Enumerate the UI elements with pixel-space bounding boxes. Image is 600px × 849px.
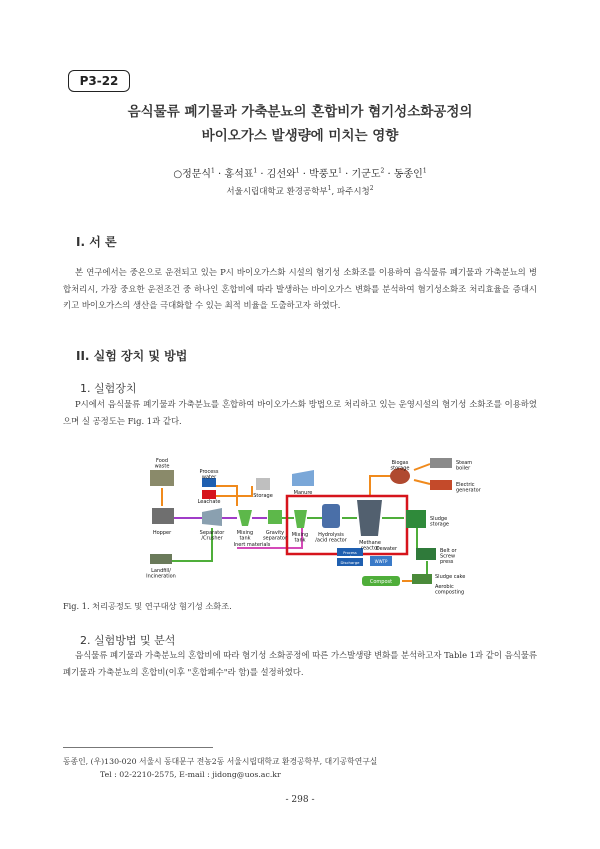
label-inert-materials: Inert materials — [233, 542, 271, 548]
author-affil-sup: 2 — [380, 167, 385, 175]
figure-1-caption: Fig. 1. 처리공정도 및 연구대상 혐기성 소화조. — [63, 601, 232, 611]
author-name: 정문식 — [182, 169, 212, 180]
label-electric-generator: Electric generator — [456, 482, 481, 494]
poster-number-badge: P3-22 — [68, 70, 130, 92]
label-hopper: Hopper — [152, 530, 172, 536]
author-list — [0, 165, 600, 180]
label-storage: Storage — [253, 493, 273, 499]
author-name: 김선와 — [266, 169, 296, 180]
footnote-line-1: 동종인, (우)130-020 서울시 동대문구 전농2동 서울시립대학교 환경공학부, 대기공학연구실 — [63, 757, 378, 766]
label-mixing-tank-1: Mixing tank — [236, 530, 254, 542]
affiliation-2: 파주시청 — [336, 187, 370, 197]
label-sludge-storage: Sludge storage — [430, 516, 449, 528]
subsection-2-body: 음식물류 폐기물과 가축분뇨의 혼합비에 따라 혐기성 소화공정에 따른 가스발생량 변화를 분석하고자 Table 1과 같이 음식물류 폐기물과 가축분뇨의 혼합비(이후 "혼합폐수"라 함)를 설정하였다. — [63, 650, 537, 677]
author-affil-sup: 1 — [253, 167, 258, 175]
leachate-box — [202, 490, 216, 499]
label-steam-boiler: Steam boiler — [456, 460, 473, 472]
label-belt-press: Belt or Screw press — [440, 548, 457, 565]
affiliation-1-sup: 1 — [327, 185, 332, 193]
label-landfill: Landfill/ Incineration — [146, 568, 176, 580]
author-separator: · — [299, 169, 310, 180]
author-affil-sup: 1 — [422, 167, 427, 175]
section-2-heading: II. 실험 장치 및 방법 — [76, 349, 188, 363]
electric-generator-icon — [430, 480, 452, 490]
label-mixing-tank-2: Mixing tank — [291, 532, 309, 544]
pipe-leachate — [214, 486, 252, 496]
separator-crusher-icon — [202, 508, 222, 526]
pipe-biogas-to-generator — [414, 480, 430, 484]
author-affil-sup: 1 — [295, 167, 300, 175]
landfill-truck-icon — [150, 554, 172, 564]
page-number: - 298 - — [285, 795, 315, 805]
mixing-tank-1-icon — [238, 510, 252, 526]
label-gravity-separator: Gravity separator — [262, 530, 288, 542]
sludge-cake-icon — [412, 574, 432, 584]
author-name: 동종인 — [393, 169, 423, 180]
label-leachate: Leachate — [197, 499, 221, 505]
label-separator: Separator /Crusher — [199, 530, 225, 542]
storage-tank-icon — [256, 478, 270, 490]
manure-barn-icon — [292, 470, 314, 486]
author-separator: · — [214, 169, 225, 180]
author-name: 박풍모 — [309, 169, 339, 180]
title-line-1: 음식물류 폐기물과 가축분뇨의 혼합비가 혐기성소화공정의 — [127, 104, 473, 120]
affiliation-2-sup: 2 — [369, 185, 374, 193]
label-aerobic-composting: Aerobic composting — [435, 584, 465, 596]
affiliation — [0, 185, 600, 197]
author-name: 홍석표 — [224, 169, 254, 180]
footnote-rule — [63, 747, 213, 748]
footnote-line-2: Tel : 02-2210-2575, E-mail : jidong@uos.ac.kr — [100, 770, 281, 779]
label-discharge: Discharge — [340, 560, 360, 565]
author-separator: · — [257, 169, 267, 180]
food-waste-truck-icon — [150, 470, 174, 486]
process-flow-diagram — [142, 456, 481, 596]
hopper-icon — [152, 508, 174, 524]
affiliation-1: 서울시립대학교 환경공학부 — [226, 187, 328, 197]
label-sludge-cake: Sludge cake — [435, 574, 466, 580]
label-food-waste: Food waste — [154, 458, 170, 470]
label-hydrolysis: Hydrolysis /acid reactor — [315, 532, 347, 544]
author-separator: · — [384, 169, 394, 180]
section-1-heading: I. 서 론 — [76, 235, 117, 249]
author-affil-sup: 1 — [211, 167, 215, 175]
affiliation-separator: , — [331, 187, 337, 197]
label-methane-reactor: Methane reactor — [359, 540, 381, 552]
author-separator: · — [341, 169, 352, 180]
label-dewater: Dewater — [375, 546, 397, 552]
gravity-separator-icon — [268, 510, 282, 524]
subsection-2-heading: 2. 실험방법 및 분석 — [80, 634, 176, 647]
label-process-water-1: Process water — [199, 469, 219, 481]
hydrolysis-reactor-icon — [322, 504, 340, 528]
subsection-1-heading: 1. 실험장치 — [80, 382, 137, 395]
author-name: 기군도 — [351, 169, 381, 180]
belt-press-icon — [416, 548, 436, 560]
mixing-tank-2-icon — [294, 510, 307, 528]
label-compost: Compost — [369, 579, 393, 585]
steam-boiler-icon — [430, 458, 452, 468]
pipe-biogas-to-boiler — [414, 464, 430, 470]
author-affil-sup: 1 — [338, 167, 342, 175]
label-manure: Manure — [293, 490, 313, 496]
sludge-storage-icon — [406, 510, 426, 528]
label-wwtp: WWTP — [374, 559, 388, 564]
title-line-2: 바이오가스 발생량에 미치는 영향 — [201, 128, 399, 144]
methane-reactor-icon — [357, 500, 382, 536]
section-1-body: 본 연구에서는 중온으로 운전되고 있는 P시 바이오가스화 시설의 혐기성 소화조를 이용하여 음식물류 폐기물과 가축분뇨의 병합처리시, 가장 중요한 운전조건 중 하나인 혼합비에 따라 발생하는 바이오가스 변화를 분석하여 혐기성소화조 처리효율을 증대시키고 바이오가스의 생산을 극대화할 수 있는 최적 비율을 도출하고자 하였다. — [63, 267, 537, 310]
subsection-1-body: P시에서 음식물류 폐기물과 가축분뇨를 혼합하여 바이오가스화 방법으로 처리하고 있는 운영시설의 혐기성 소화조를 이용하였으며 실 공정도는 Fig. 1과 같다. — [63, 399, 537, 426]
pipe-methane-to-biogas — [370, 476, 392, 496]
label-process-water-2: Process water — [343, 551, 357, 559]
label-biogas-storage: Biogas storage — [390, 460, 410, 472]
presenter-mark: ○ — [173, 169, 183, 180]
